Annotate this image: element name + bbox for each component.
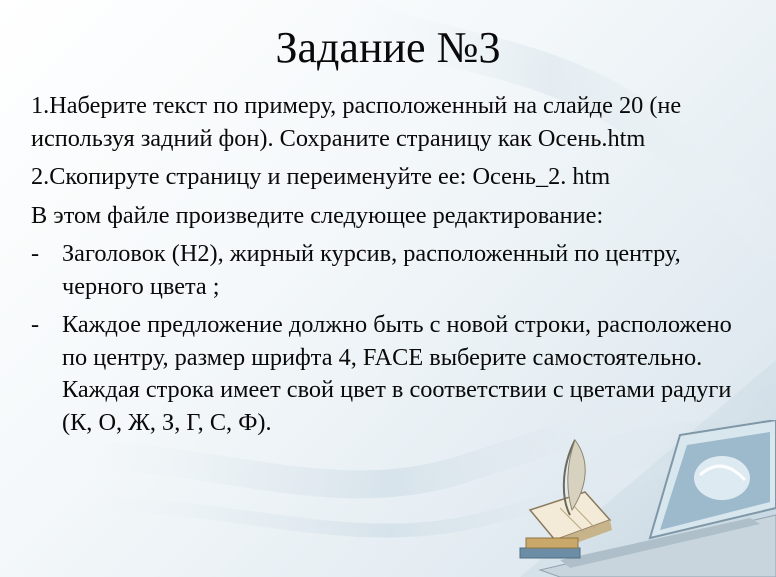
bullet-text: Каждое предложение должно быть с новой строки, расположено по центру, размер шрифта 4, FACE выберите самостоятельно. Каждая строка имеет свой цвет в соответствии с цветами радуги (К, О, Ж, З, Г, С, Ф).	[62, 311, 732, 436]
bullet-marker: -	[31, 311, 40, 338]
bullet-item-sentences	[31, 309, 756, 439]
bullet-item-heading	[31, 238, 756, 303]
task-intro: В этом файле произведите следующее редактирование:	[31, 201, 604, 229]
bullet-text: Заголовок (H2), жирный курсив, расположенный по центру, черного цвета ;	[62, 240, 681, 300]
slide-title: Задание №3	[275, 23, 501, 72]
bullet-marker: -	[31, 240, 40, 267]
slide-body	[31, 90, 756, 445]
task-step-1: 1.Наберите текст по примеру, расположенный на слайде 20 (не используя задний фон). Сохраните страницу как Осень.htm	[31, 92, 682, 152]
task-step-2: 2.Скопируте страницу и переименуйте ее: Осень_2. htm	[31, 163, 611, 190]
